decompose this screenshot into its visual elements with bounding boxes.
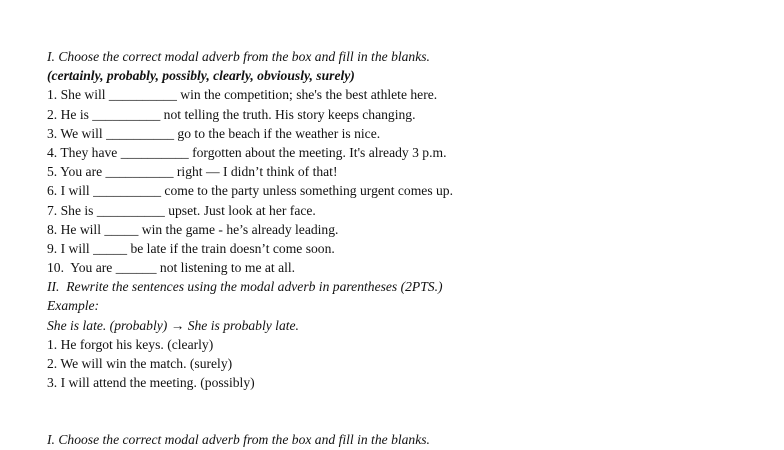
rewrite-item: 3. I will attend the meeting. (possibly)	[47, 375, 255, 391]
rewrite-item: 2. We will win the match. (surely)	[47, 356, 233, 371]
exercise-item: 10. You are ______ not listening to me at all.	[47, 260, 296, 276]
exercise-item: 8. He will _____ win the game - he’s already leading.	[47, 221, 339, 237]
worksheet-page	[47, 47, 767, 450]
exercise-item: 6. I will __________ come to the party unless something urgent comes up.	[47, 183, 453, 199]
section-1-list	[47, 85, 767, 277]
exercise-item: 4. They have __________ forgotten about the meeting. It's already 3 p.m.	[47, 144, 447, 160]
section-1-title: I. Choose the correct modal adverb from the box and fill in the blanks.	[47, 49, 430, 64]
exercise-item: 3. We will __________ go to the beach if the weather is nice.	[47, 125, 381, 141]
example-label: Example:	[47, 298, 100, 314]
exercise-item: 1. She will __________ win the competition; she's the best athlete here.	[47, 87, 438, 103]
word-box: (certainly, probably, possibly, clearly, obviously, surely)	[47, 68, 355, 84]
blank-gap	[47, 392, 767, 430]
exercise-item: 2. He is __________ not telling the truth. His story keeps changing.	[47, 106, 416, 122]
exercise-item: 9. I will _____ be late if the train doesn’t come soon.	[47, 240, 335, 256]
example-text: She is late. (probably) → She is probably late.	[47, 317, 299, 333]
section-1-title-repeat: I. Choose the correct modal adverb from the box and fill in the blanks.	[47, 432, 430, 448]
section-2-title: II. Rewrite the sentences using the modal adverb in parentheses (2PTS.)	[47, 279, 443, 295]
exercise-item: 7. She is __________ upset. Just look at her face.	[47, 202, 316, 218]
rewrite-item: 1. He forgot his keys. (clearly)	[47, 336, 214, 352]
exercise-item: 5. You are __________ right — I didn’t think of that!	[47, 164, 338, 180]
section-2-list	[47, 335, 767, 393]
